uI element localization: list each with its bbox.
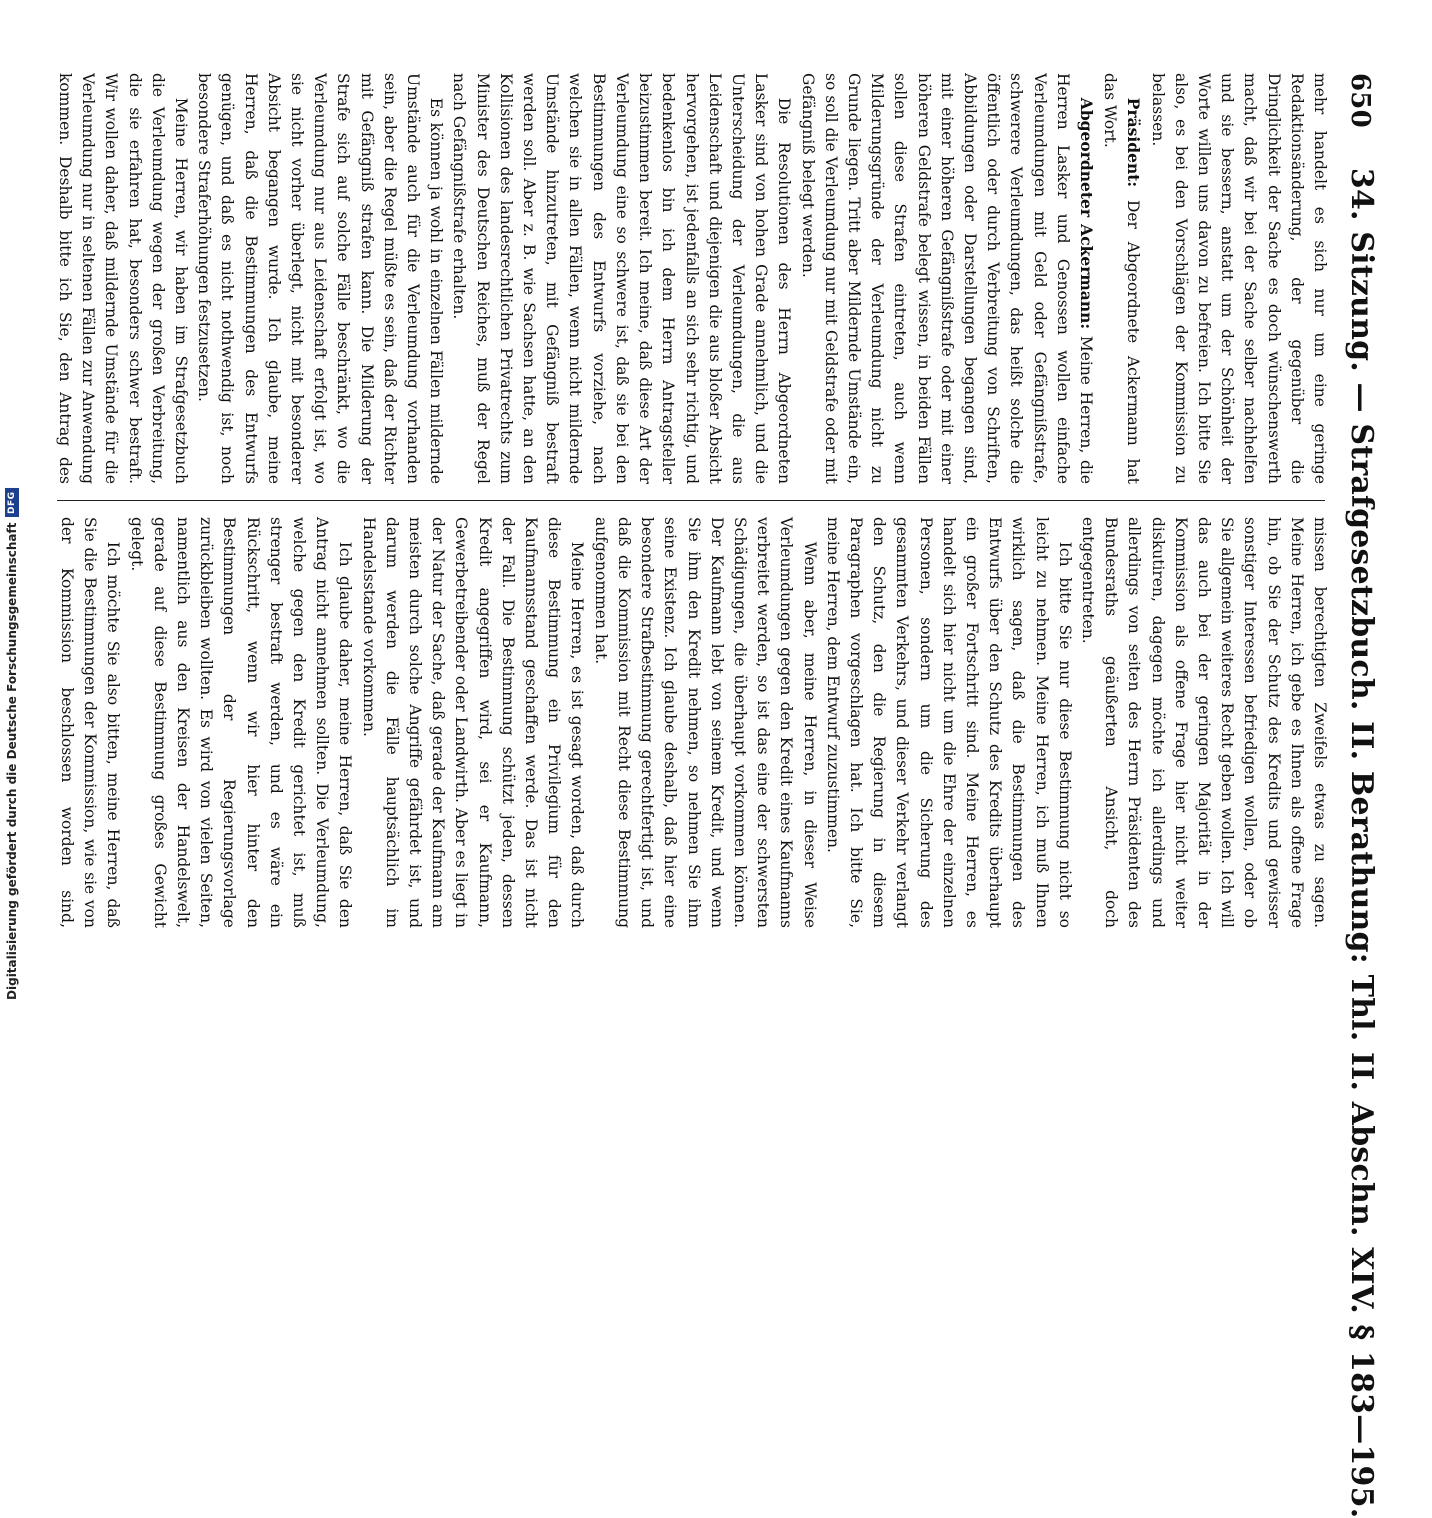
paragraph-text: Meine Herren, wir haben im Strafgesetzbuch die Verleumdung wegen der großen Verbreitung, die sie erfahren hat, besonders schwer bestraft. Wir wollen daher, daß mildernde Umstände für die Verleumdung nur in seltenen Fällen zur Anwendung kommen. Deshalb bitte ich Sie, den Antrag des <box>56 73 191 484</box>
paragraph-text: Der Abgeordnete Ackermann hat das Wort. <box>1101 73 1143 484</box>
digitization-note-text: Digitalisierung gefördert durch die Deutsche Forschungsgemeinschaft <box>5 522 19 1000</box>
paragraph <box>1098 73 1145 484</box>
paragraph <box>51 73 192 484</box>
page-number: 650 <box>1345 73 1375 128</box>
paragraph <box>51 517 124 928</box>
paragraph <box>356 517 588 928</box>
paragraph-text: Die Resolutionen des Herrn Abgeordneten Lasker sind von hohen Grade annehmlich, und die Unterscheidung der Verleumdungen, die aus Leidenschaft und diejenigen die aus bloßer Absicht hervorgehen, ist jedenfalls an sich sehr richtig, und bedenkenlos bin ich dem Herrn Antragsteller beizustimmen bereit. Ich meine, daß diese Art der Verleumdung eine so schwere ist, daß sie bei den Bestimmungen des Entwurfs vorziehe, nach welchen sie in allen Fällen, wenn nicht mildernde Umstände hinzutreten, mit Gefängniß bestraft werden soll. Aber z. B. wie Sachsen hatte, an den Kollisionen des landesrechtlichen Privatrechts zum Minister des Deutschen Reiches, muß der Regel nach Gefängnißstrafe erhalten. <box>450 73 794 484</box>
paragraph <box>192 73 447 484</box>
paragraph-text: missen berechtigten Zweifels etwas zu sagen. Meine Herren, ich gebe es Ihnen als offene Frage hin, ob Sie der Schutz des Kredits und gewisser sonstiger Interessen befriedigen wollen, oder ob Sie allgemein weiteres Recht geben wollen. Ich will das auch bei der geringen Majorität in der Kommission als offene Frage hier nicht weiter diskutiren, dagegen möchte ich allerdings und allerdings von seiten des Herrn Präsidenten des Bundesraths geäußerten Ansicht, doch entgegentreten. <box>1078 517 1329 928</box>
page-header <box>1344 73 1379 1518</box>
left-column <box>51 73 1331 500</box>
paragraph <box>1145 73 1331 484</box>
dfg-logo: DFG <box>5 488 19 517</box>
paragraph <box>1076 517 1331 928</box>
paragraph-text: Wenn aber, meine Herren, in dieser Weise Verleumdungen gegen den Kredit eines Kaufmanns verbreitet werden, so ist das eine der schwersten Schädigungen, die überhaupt vorkommen können. Der Kaufmann lebt von seinem Kredit, und wenn Sie ihm den Kredit nehmen, so nehmen Sie ihm seine Existenz. Ich glaube deshalb, daß hier eine besondere Strafbestimmung gerechtfertigt ist, und daß die Kommission mit Recht diese Bestimmung aufgenommen hat. <box>591 517 819 928</box>
paragraph-text: Ich bitte Sie nur diese Bestimmung nicht so leicht zu nehmen. Meine Herren, ich muß Ihnen wirklich sagen, daß die Bestimmungen des Entwurfs über den Schutz des Kredits überhaupt ein großer Fortschritt sind. Meine Herren, es handelt sich hier nicht um die Ehre der einzelnen Personen, sondern um die Sicherung des gesammten Verkehrs, und dieser Verkehr verlangt den Schutz, den die Regierung in diesem Paragraphen vorgeschlagen hat. Ich bitte Sie, meine Herren, dem Entwurf zuzustimmen. <box>823 517 1074 928</box>
text-columns <box>51 73 1331 928</box>
paragraph-text: Ich möchte Sie also bitten, meine Herren, daß Sie die Bestimmungen der Kommission, wie sie von der Kommission beschlossen worden sind, <box>58 517 123 928</box>
speaker-name: Abgeordneter Ackermann: <box>1076 97 1096 330</box>
paragraph-text: mehr handelt es sich nur um eine geringe Redaktionsänderung, der gegenüber die Dringlichkeit der Sache es doch wünschenswerth macht, daß wir bei der Sache selber nachhelfen und sie bessern, anstatt um der Schönheit der Worte willen uns davon zu befreien. Ich bitte Sie also, es bei den Vorschlägen der Kommission zu belassen. <box>1148 73 1329 484</box>
scanned-page <box>8 8 1408 1518</box>
paragraph <box>447 73 795 484</box>
paragraph <box>124 517 356 928</box>
paragraph-text: Es können ja wohl in einzelnen Fällen mildernde Umstände auch für die Verleumdung vorhanden sein, aber die Regel müßte es sein, daß der Richter mit Gefängniß strafen kann. Die Milderung der Strafe sich auf solche Fälle beschränkt, wo die Verleumdung nur aus Leidenschaft erfolgt ist, wo sie nicht vorher überlegt, nicht mit besonderer Absicht begangen wurde. Ich glaube, meine Herren, daß die Bestimmungen des Entwurfs genügen, und daß es nicht nothwendig ist, noch besondere Straferhöhungen festzusetzen. <box>195 73 446 484</box>
paragraph-text: Ich glaube daher, meine Herren, daß Sie den Antrag nicht annehmen sollten. Die Verleumdung, welche gegen den Kredit gerichtet ist, muß strenger bestraft werden, und es wäre ein Rückschritt, wenn wir hier hinter den Bestimmungen der Regierungsvorlage zurückbleiben wollten. Es wird von vielen Seiten, namentlich aus den Kreisen der Handelswelt, gerade auf diese Bestimmung großes Gewicht gelegt. <box>127 517 355 928</box>
paragraph-text: Meine Herren, es ist gesagt worden, daß durch diese Bestimmung ein Privilegium für den Kaufmannsstand geschaffen werde. Das ist nicht der Fall. Die Bestimmung schützt jeden, dessen Kredit angegriffen wird, sei er Kaufmann, Gewerbetreibender oder Landwirth. Aber es liegt in der Natur der Sache, daß gerade der Kaufmann am meisten durch solche Angriffe gefährdet ist, und darum werden die Fälle hauptsächlich im Handelsstande vorkommen. <box>359 517 587 928</box>
right-column <box>51 501 1331 928</box>
running-head: 34. Sitzung. — Strafgesetzbuch. II. Berathung: Thl. II. Abschn. XIV. § 183—195. <box>1344 167 1379 1518</box>
paragraph-text: Meine Herren, die Herren Lasker und Genossen wollen einfache Verleumdungen mit Geld oder Gefängnißstrafe, schwerere Verleumdungen, das heißt solche die öffentlich oder durch Verbreitung von Schriften, Abbildungen oder Darstellungen begangen sind, mit einer höheren Gefängnißstrafe oder mit einer höheren Geldstrafe belegt wissen, in beiden Fällen sollen diese Strafen eintreten, auch wenn Milderungsgründe der Verleumdung nicht zu Grunde liegen. Tritt aber Mildernde Umstände ein, so soll die Verleumdung nur mit Geldstrafe oder mit Gefängniß belegt werden. <box>798 73 1095 485</box>
speaker-name: Präsident: <box>1124 97 1144 188</box>
paragraph <box>821 517 1076 928</box>
paragraph <box>795 73 1098 484</box>
paragraph <box>589 517 821 928</box>
